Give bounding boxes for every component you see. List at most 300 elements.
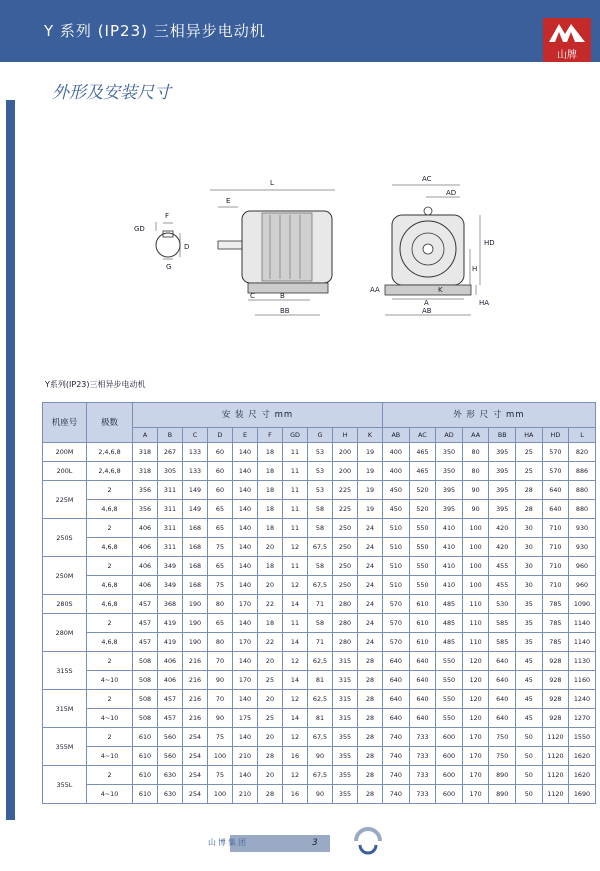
value-cell: 120 bbox=[462, 671, 489, 690]
value-cell: 640 bbox=[542, 481, 569, 500]
value-cell: 62,5 bbox=[308, 652, 333, 671]
value-cell: 140 bbox=[233, 538, 258, 557]
motor-side-view bbox=[210, 179, 335, 315]
value-cell: 355 bbox=[333, 747, 358, 766]
value-cell: 24 bbox=[358, 538, 383, 557]
value-cell: 168 bbox=[183, 538, 208, 557]
value-cell: 30 bbox=[516, 576, 543, 595]
value-cell: 11 bbox=[283, 462, 308, 481]
value-cell: 349 bbox=[158, 557, 183, 576]
value-cell: 28 bbox=[258, 747, 283, 766]
value-cell: 1120 bbox=[542, 728, 569, 747]
value-cell: 70 bbox=[208, 690, 233, 709]
value-cell: 349 bbox=[158, 576, 183, 595]
value-cell: 315 bbox=[333, 690, 358, 709]
value-cell: 710 bbox=[542, 557, 569, 576]
value-cell: 600 bbox=[436, 747, 463, 766]
left-accent-bar bbox=[6, 100, 15, 820]
value-cell: 930 bbox=[569, 538, 596, 557]
table-row bbox=[43, 633, 596, 652]
page-header bbox=[0, 0, 600, 62]
value-cell: 570 bbox=[383, 614, 410, 633]
value-cell: 570 bbox=[542, 443, 569, 462]
value-cell: 640 bbox=[409, 709, 436, 728]
value-cell: 250 bbox=[333, 557, 358, 576]
value-cell: 216 bbox=[183, 709, 208, 728]
value-cell: 18 bbox=[258, 481, 283, 500]
value-cell: 510 bbox=[383, 576, 410, 595]
value-cell: 315 bbox=[333, 709, 358, 728]
value-cell: 60 bbox=[208, 481, 233, 500]
value-cell: 406 bbox=[133, 576, 158, 595]
value-cell: 610 bbox=[133, 766, 158, 785]
value-cell: 22 bbox=[258, 633, 283, 652]
value-cell: 750 bbox=[489, 728, 516, 747]
value-cell: 315 bbox=[333, 652, 358, 671]
label-h: H bbox=[472, 265, 478, 273]
column-header: D bbox=[208, 428, 233, 443]
value-cell: 216 bbox=[183, 652, 208, 671]
value-cell: 419 bbox=[158, 614, 183, 633]
value-cell: 455 bbox=[489, 576, 516, 595]
value-cell: 45 bbox=[516, 671, 543, 690]
value-cell: 254 bbox=[183, 766, 208, 785]
value-cell: 267 bbox=[158, 443, 183, 462]
poles-cell: 4,6,8 bbox=[87, 538, 133, 557]
value-cell: 1120 bbox=[542, 766, 569, 785]
value-cell: 640 bbox=[409, 671, 436, 690]
value-cell: 25 bbox=[258, 671, 283, 690]
value-cell: 610 bbox=[133, 785, 158, 804]
value-cell: 355 bbox=[333, 728, 358, 747]
value-cell: 410 bbox=[436, 519, 463, 538]
value-cell: 250 bbox=[333, 576, 358, 595]
value-cell: 928 bbox=[542, 709, 569, 728]
value-cell: 455 bbox=[489, 557, 516, 576]
value-cell: 140 bbox=[233, 462, 258, 481]
value-cell: 600 bbox=[436, 728, 463, 747]
value-cell: 67,5 bbox=[308, 728, 333, 747]
value-cell: 1120 bbox=[542, 785, 569, 804]
value-cell: 420 bbox=[489, 519, 516, 538]
value-cell: 14 bbox=[283, 633, 308, 652]
value-cell: 35 bbox=[516, 633, 543, 652]
value-cell: 58 bbox=[308, 500, 333, 519]
value-cell: 406 bbox=[133, 519, 158, 538]
label-d: D bbox=[184, 243, 190, 251]
value-cell: 45 bbox=[516, 690, 543, 709]
header-poles: 极数 bbox=[87, 403, 133, 443]
poles-cell: 4~10 bbox=[87, 709, 133, 728]
value-cell: 1270 bbox=[569, 709, 596, 728]
value-cell: 28 bbox=[358, 766, 383, 785]
value-cell: 81 bbox=[308, 671, 333, 690]
value-cell: 62,5 bbox=[308, 690, 333, 709]
value-cell: 90 bbox=[308, 785, 333, 804]
value-cell: 570 bbox=[542, 462, 569, 481]
value-cell: 640 bbox=[489, 652, 516, 671]
value-cell: 149 bbox=[183, 500, 208, 519]
value-cell: 640 bbox=[409, 652, 436, 671]
value-cell: 485 bbox=[436, 614, 463, 633]
value-cell: 311 bbox=[158, 519, 183, 538]
value-cell: 120 bbox=[462, 652, 489, 671]
table-row bbox=[43, 652, 596, 671]
value-cell: 110 bbox=[462, 614, 489, 633]
value-cell: 406 bbox=[158, 671, 183, 690]
value-cell: 175 bbox=[233, 709, 258, 728]
value-cell: 395 bbox=[436, 481, 463, 500]
value-cell: 520 bbox=[409, 481, 436, 500]
value-cell: 140 bbox=[233, 519, 258, 538]
value-cell: 20 bbox=[258, 690, 283, 709]
table-row bbox=[43, 595, 596, 614]
poles-cell: 2 bbox=[87, 766, 133, 785]
value-cell: 70 bbox=[208, 652, 233, 671]
value-cell: 30 bbox=[516, 519, 543, 538]
value-cell: 190 bbox=[183, 614, 208, 633]
value-cell: 140 bbox=[233, 614, 258, 633]
frame-cell: 355L bbox=[43, 766, 87, 804]
table-row bbox=[43, 519, 596, 538]
value-cell: 58 bbox=[308, 557, 333, 576]
value-cell: 170 bbox=[462, 747, 489, 766]
value-cell: 1620 bbox=[569, 747, 596, 766]
value-cell: 28 bbox=[358, 671, 383, 690]
header-outline-group: 外 形 尺 寸 mm bbox=[383, 403, 596, 428]
table-row bbox=[43, 557, 596, 576]
value-cell: 254 bbox=[183, 747, 208, 766]
value-cell: 508 bbox=[133, 709, 158, 728]
mountain-icon bbox=[543, 18, 591, 46]
value-cell: 170 bbox=[233, 671, 258, 690]
value-cell: 550 bbox=[409, 538, 436, 557]
table-row bbox=[43, 728, 596, 747]
dimension-drawing bbox=[130, 165, 510, 325]
value-cell: 28 bbox=[258, 785, 283, 804]
value-cell: 190 bbox=[183, 595, 208, 614]
value-cell: 75 bbox=[208, 538, 233, 557]
value-cell: 419 bbox=[158, 633, 183, 652]
value-cell: 733 bbox=[409, 766, 436, 785]
value-cell: 225 bbox=[333, 481, 358, 500]
value-cell: 785 bbox=[542, 633, 569, 652]
value-cell: 90 bbox=[308, 747, 333, 766]
value-cell: 465 bbox=[409, 462, 436, 481]
value-cell: 20 bbox=[258, 576, 283, 595]
label-e: E bbox=[226, 197, 231, 205]
value-cell: 530 bbox=[489, 595, 516, 614]
value-cell: 53 bbox=[308, 443, 333, 462]
value-cell: 20 bbox=[258, 766, 283, 785]
value-cell: 90 bbox=[208, 709, 233, 728]
value-cell: 928 bbox=[542, 671, 569, 690]
value-cell: 368 bbox=[158, 595, 183, 614]
table-row bbox=[43, 576, 596, 595]
value-cell: 100 bbox=[462, 519, 489, 538]
value-cell: 19 bbox=[358, 481, 383, 500]
frame-cell: 315S bbox=[43, 652, 87, 690]
page-number: 3 bbox=[312, 838, 318, 848]
value-cell: 14 bbox=[283, 709, 308, 728]
value-cell: 610 bbox=[133, 747, 158, 766]
label-hd: HD bbox=[484, 239, 495, 247]
value-cell: 140 bbox=[233, 690, 258, 709]
column-header: C bbox=[183, 428, 208, 443]
value-cell: 510 bbox=[383, 538, 410, 557]
value-cell: 960 bbox=[569, 557, 596, 576]
value-cell: 110 bbox=[462, 595, 489, 614]
section-title: 外形及安装尺寸 bbox=[52, 83, 171, 103]
frame-cell: 280M bbox=[43, 614, 87, 652]
label-gd: GD bbox=[134, 225, 145, 233]
value-cell: 225 bbox=[333, 500, 358, 519]
value-cell: 550 bbox=[436, 709, 463, 728]
value-cell: 67,5 bbox=[308, 538, 333, 557]
value-cell: 785 bbox=[542, 614, 569, 633]
value-cell: 24 bbox=[358, 633, 383, 652]
value-cell: 28 bbox=[516, 500, 543, 519]
value-cell: 100 bbox=[462, 557, 489, 576]
value-cell: 250 bbox=[333, 519, 358, 538]
value-cell: 1140 bbox=[569, 614, 596, 633]
value-cell: 18 bbox=[258, 443, 283, 462]
value-cell: 14 bbox=[283, 595, 308, 614]
poles-cell: 4,6,8 bbox=[87, 633, 133, 652]
value-cell: 785 bbox=[542, 595, 569, 614]
value-cell: 395 bbox=[489, 462, 516, 481]
value-cell: 733 bbox=[409, 728, 436, 747]
value-cell: 170 bbox=[462, 785, 489, 804]
value-cell: 11 bbox=[283, 443, 308, 462]
value-cell: 11 bbox=[283, 519, 308, 538]
value-cell: 133 bbox=[183, 443, 208, 462]
value-cell: 18 bbox=[258, 614, 283, 633]
value-cell: 58 bbox=[308, 519, 333, 538]
value-cell: 318 bbox=[133, 462, 158, 481]
value-cell: 640 bbox=[383, 652, 410, 671]
frame-cell: 355M bbox=[43, 728, 87, 766]
poles-cell: 2,4,6,8 bbox=[87, 443, 133, 462]
value-cell: 410 bbox=[436, 576, 463, 595]
value-cell: 28 bbox=[358, 728, 383, 747]
value-cell: 508 bbox=[133, 652, 158, 671]
value-cell: 640 bbox=[383, 671, 410, 690]
value-cell: 12 bbox=[283, 766, 308, 785]
table-row bbox=[43, 671, 596, 690]
value-cell: 20 bbox=[258, 728, 283, 747]
value-cell: 465 bbox=[409, 443, 436, 462]
value-cell: 19 bbox=[358, 443, 383, 462]
value-cell: 11 bbox=[283, 500, 308, 519]
value-cell: 18 bbox=[258, 500, 283, 519]
value-cell: 100 bbox=[462, 538, 489, 557]
value-cell: 16 bbox=[283, 747, 308, 766]
value-cell: 18 bbox=[258, 462, 283, 481]
value-cell: 508 bbox=[133, 690, 158, 709]
value-cell: 395 bbox=[436, 500, 463, 519]
motor-front-view bbox=[370, 175, 495, 315]
frame-cell: 250M bbox=[43, 557, 87, 595]
value-cell: 600 bbox=[436, 766, 463, 785]
value-cell: 406 bbox=[133, 538, 158, 557]
frame-cell: 225M bbox=[43, 481, 87, 519]
value-cell: 168 bbox=[183, 557, 208, 576]
value-cell: 35 bbox=[516, 614, 543, 633]
value-cell: 280 bbox=[333, 595, 358, 614]
poles-cell: 2 bbox=[87, 690, 133, 709]
value-cell: 67,5 bbox=[308, 766, 333, 785]
value-cell: 25 bbox=[516, 443, 543, 462]
label-ab: AB bbox=[422, 307, 432, 315]
value-cell: 50 bbox=[516, 766, 543, 785]
value-cell: 750 bbox=[489, 747, 516, 766]
value-cell: 886 bbox=[569, 462, 596, 481]
value-cell: 80 bbox=[208, 633, 233, 652]
value-cell: 457 bbox=[133, 595, 158, 614]
value-cell: 1090 bbox=[569, 595, 596, 614]
value-cell: 140 bbox=[233, 443, 258, 462]
value-cell: 80 bbox=[462, 462, 489, 481]
value-cell: 170 bbox=[462, 728, 489, 747]
value-cell: 71 bbox=[308, 633, 333, 652]
value-cell: 20 bbox=[258, 652, 283, 671]
value-cell: 520 bbox=[409, 500, 436, 519]
value-cell: 168 bbox=[183, 519, 208, 538]
value-cell: 550 bbox=[409, 519, 436, 538]
value-cell: 140 bbox=[233, 728, 258, 747]
value-cell: 67,5 bbox=[308, 576, 333, 595]
value-cell: 960 bbox=[569, 576, 596, 595]
value-cell: 585 bbox=[489, 633, 516, 652]
value-cell: 65 bbox=[208, 519, 233, 538]
value-cell: 170 bbox=[233, 633, 258, 652]
value-cell: 28 bbox=[358, 747, 383, 766]
value-cell: 1130 bbox=[569, 652, 596, 671]
value-cell: 140 bbox=[233, 652, 258, 671]
value-cell: 928 bbox=[542, 690, 569, 709]
value-cell: 45 bbox=[516, 709, 543, 728]
value-cell: 24 bbox=[358, 595, 383, 614]
value-cell: 930 bbox=[569, 519, 596, 538]
value-cell: 120 bbox=[462, 690, 489, 709]
value-cell: 25 bbox=[258, 709, 283, 728]
value-cell: 210 bbox=[233, 747, 258, 766]
value-cell: 65 bbox=[208, 500, 233, 519]
value-cell: 100 bbox=[208, 785, 233, 804]
value-cell: 318 bbox=[133, 443, 158, 462]
value-cell: 100 bbox=[462, 576, 489, 595]
value-cell: 733 bbox=[409, 785, 436, 804]
value-cell: 24 bbox=[358, 557, 383, 576]
value-cell: 356 bbox=[133, 481, 158, 500]
value-cell: 60 bbox=[208, 462, 233, 481]
value-cell: 710 bbox=[542, 576, 569, 595]
value-cell: 200 bbox=[333, 462, 358, 481]
value-cell: 740 bbox=[383, 728, 410, 747]
value-cell: 80 bbox=[462, 443, 489, 462]
value-cell: 820 bbox=[569, 443, 596, 462]
value-cell: 640 bbox=[489, 690, 516, 709]
value-cell: 570 bbox=[383, 633, 410, 652]
value-cell: 19 bbox=[358, 500, 383, 519]
value-cell: 210 bbox=[233, 785, 258, 804]
value-cell: 550 bbox=[409, 576, 436, 595]
value-cell: 508 bbox=[133, 671, 158, 690]
label-l: L bbox=[270, 179, 274, 187]
value-cell: 19 bbox=[358, 462, 383, 481]
value-cell: 90 bbox=[208, 671, 233, 690]
value-cell: 610 bbox=[409, 633, 436, 652]
value-cell: 311 bbox=[158, 500, 183, 519]
value-cell: 630 bbox=[158, 766, 183, 785]
value-cell: 71 bbox=[308, 595, 333, 614]
value-cell: 550 bbox=[409, 557, 436, 576]
value-cell: 12 bbox=[283, 576, 308, 595]
value-cell: 1160 bbox=[569, 671, 596, 690]
value-cell: 200 bbox=[333, 443, 358, 462]
header-install-group: 安 装 尺 寸 mm bbox=[133, 403, 383, 428]
value-cell: 1120 bbox=[542, 747, 569, 766]
value-cell: 355 bbox=[333, 785, 358, 804]
label-g: G bbox=[166, 263, 172, 271]
value-cell: 457 bbox=[158, 709, 183, 728]
shaft-end-view bbox=[134, 212, 189, 271]
value-cell: 53 bbox=[308, 481, 333, 500]
value-cell: 395 bbox=[489, 443, 516, 462]
value-cell: 457 bbox=[133, 633, 158, 652]
value-cell: 81 bbox=[308, 709, 333, 728]
value-cell: 22 bbox=[258, 595, 283, 614]
value-cell: 550 bbox=[436, 652, 463, 671]
value-cell: 710 bbox=[542, 538, 569, 557]
value-cell: 140 bbox=[233, 481, 258, 500]
value-cell: 80 bbox=[208, 595, 233, 614]
value-cell: 30 bbox=[516, 538, 543, 557]
value-cell: 350 bbox=[436, 443, 463, 462]
value-cell: 90 bbox=[462, 500, 489, 519]
value-cell: 90 bbox=[462, 481, 489, 500]
value-cell: 100 bbox=[208, 747, 233, 766]
value-cell: 640 bbox=[489, 671, 516, 690]
value-cell: 149 bbox=[183, 481, 208, 500]
frame-cell: 200M bbox=[43, 443, 87, 462]
value-cell: 28 bbox=[358, 785, 383, 804]
value-cell: 560 bbox=[158, 728, 183, 747]
table-title: Y系列(IP23)三相异步电动机 bbox=[45, 380, 146, 389]
value-cell: 510 bbox=[383, 519, 410, 538]
value-cell: 406 bbox=[133, 557, 158, 576]
label-ha: HA bbox=[479, 299, 490, 307]
value-cell: 395 bbox=[489, 481, 516, 500]
value-cell: 11 bbox=[283, 614, 308, 633]
value-cell: 18 bbox=[258, 557, 283, 576]
column-header: E bbox=[233, 428, 258, 443]
table-row bbox=[43, 538, 596, 557]
column-header: B bbox=[158, 428, 183, 443]
value-cell: 560 bbox=[158, 747, 183, 766]
table-row bbox=[43, 785, 596, 804]
column-header: BB bbox=[489, 428, 516, 443]
value-cell: 25 bbox=[516, 462, 543, 481]
value-cell: 75 bbox=[208, 576, 233, 595]
value-cell: 280 bbox=[333, 614, 358, 633]
value-cell: 485 bbox=[436, 633, 463, 652]
value-cell: 133 bbox=[183, 462, 208, 481]
value-cell: 14 bbox=[283, 671, 308, 690]
footer-company: 山博集团 bbox=[208, 838, 248, 847]
value-cell: 75 bbox=[208, 728, 233, 747]
